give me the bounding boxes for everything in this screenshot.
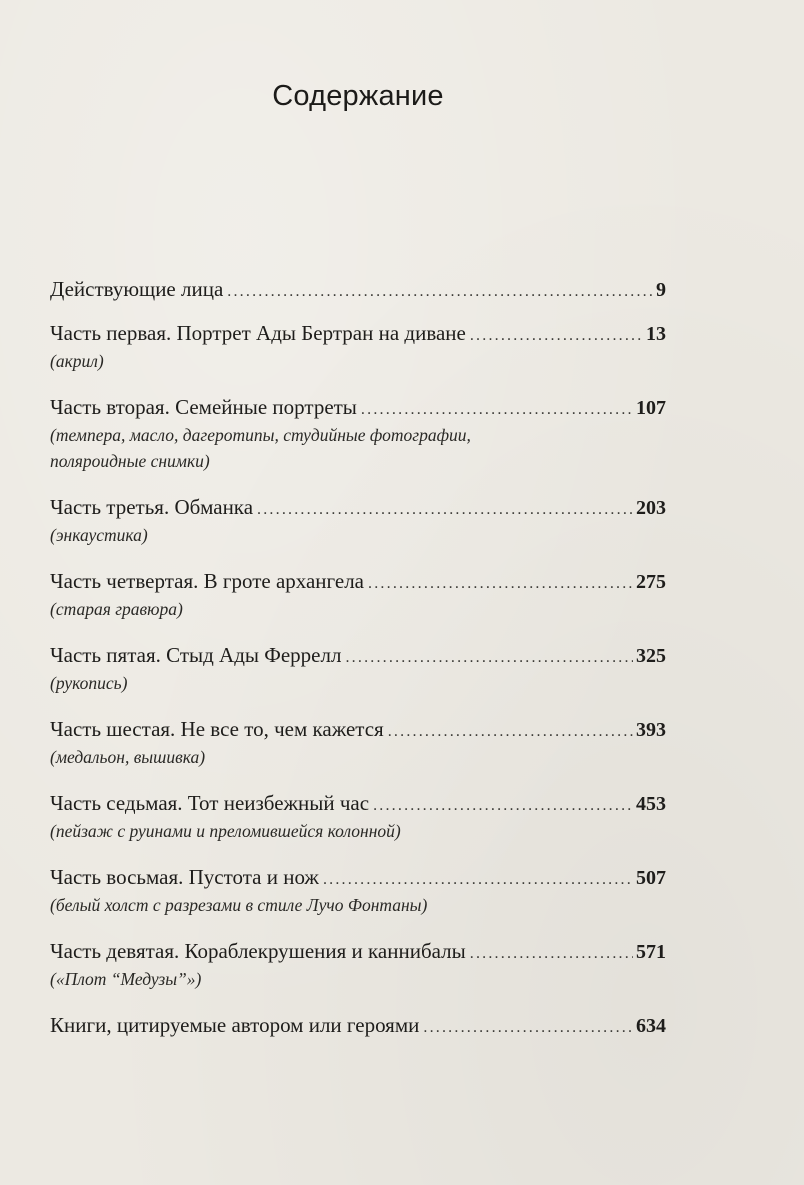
toc-entry-part-9 — [50, 936, 666, 992]
toc-entry-title: Книги, цитируемые автором или героями — [50, 1013, 420, 1037]
toc-page-number: 9 — [656, 279, 666, 301]
toc-entry-title: Часть седьмая. Тот неизбежный час — [50, 791, 370, 815]
toc-entry-cited-books — [50, 1010, 666, 1040]
leader-dots — [388, 717, 633, 747]
toc-entry-part-2 — [50, 392, 666, 474]
toc-entry-title: Часть четвертая. В гроте архангела — [50, 569, 365, 593]
toc-page-number: 13 — [646, 323, 666, 345]
toc-entry-subtitle: (белый холст с разрезами в стиле Лучо Фонтаны) — [50, 895, 428, 915]
toc-page-number: 203 — [636, 497, 666, 519]
leader-dots — [345, 643, 633, 673]
toc-page-number: 107 — [636, 397, 666, 419]
leader-dots — [257, 495, 633, 525]
toc-entry-part-4 — [50, 566, 666, 622]
toc-entry-title: Часть пятая. Стыд Ады Феррелл — [50, 643, 342, 667]
toc-entry-part-8 — [50, 862, 666, 918]
toc-page-number: 571 — [636, 941, 666, 963]
leader-dots — [368, 569, 633, 599]
toc-entry-characters — [50, 274, 666, 304]
toc-entry-title: Часть девятая. Кораблекрушения и каннибалы — [50, 939, 466, 963]
toc-entry-title: Часть вторая. Семейные портреты — [50, 395, 357, 419]
table-of-contents — [50, 274, 666, 1054]
leader-dots — [227, 277, 653, 307]
leader-dots — [423, 1013, 633, 1043]
toc-entry-subtitle: (энкаустика) — [50, 525, 148, 545]
toc-entry-subtitle: (старая гравюра) — [50, 599, 183, 619]
toc-page-number: 634 — [636, 1015, 666, 1037]
toc-entry-subtitle: (акрил) — [50, 351, 104, 371]
toc-entry-subtitle: (рукопись) — [50, 673, 128, 693]
toc-entry-title: Действующие лица — [50, 277, 224, 301]
leader-dots — [323, 865, 633, 895]
toc-entry-subtitle: (темпера, масло, дагеротипы, студийные фотографии, — [50, 425, 471, 445]
toc-entry-part-5 — [50, 640, 666, 696]
leader-dots — [361, 395, 633, 425]
toc-entry-subtitle: (медальон, вышивка) — [50, 747, 206, 767]
toc-entry-subtitle: поляроидные снимки) — [50, 451, 210, 471]
toc-page-number: 507 — [636, 867, 666, 889]
toc-entry-title: Часть шестая. Не все то, чем кажется — [50, 717, 384, 741]
page-title: Содержание — [272, 80, 444, 112]
leader-dots — [470, 321, 643, 351]
toc-entry-part-1 — [50, 318, 666, 374]
toc-entry-part-3 — [50, 492, 666, 548]
toc-entry-subtitle: (пейзаж с руинами и преломившейся колонной) — [50, 821, 401, 841]
toc-entry-part-7 — [50, 788, 666, 844]
leader-dots — [470, 939, 633, 969]
toc-entry-title: Часть третья. Обманка — [50, 495, 254, 519]
toc-page-number: 453 — [636, 793, 666, 815]
leader-dots — [373, 791, 633, 821]
toc-entry-part-6 — [50, 714, 666, 770]
toc-entry-title: Часть восьмая. Пустота и нож — [50, 865, 319, 889]
toc-page-number: 325 — [636, 645, 666, 667]
toc-entry-title: Часть первая. Портрет Ады Бертран на диване — [50, 321, 466, 345]
toc-entry-subtitle: («Плот “Медузы”») — [50, 969, 202, 989]
toc-page-number: 275 — [636, 571, 666, 593]
toc-page-number: 393 — [636, 719, 666, 741]
